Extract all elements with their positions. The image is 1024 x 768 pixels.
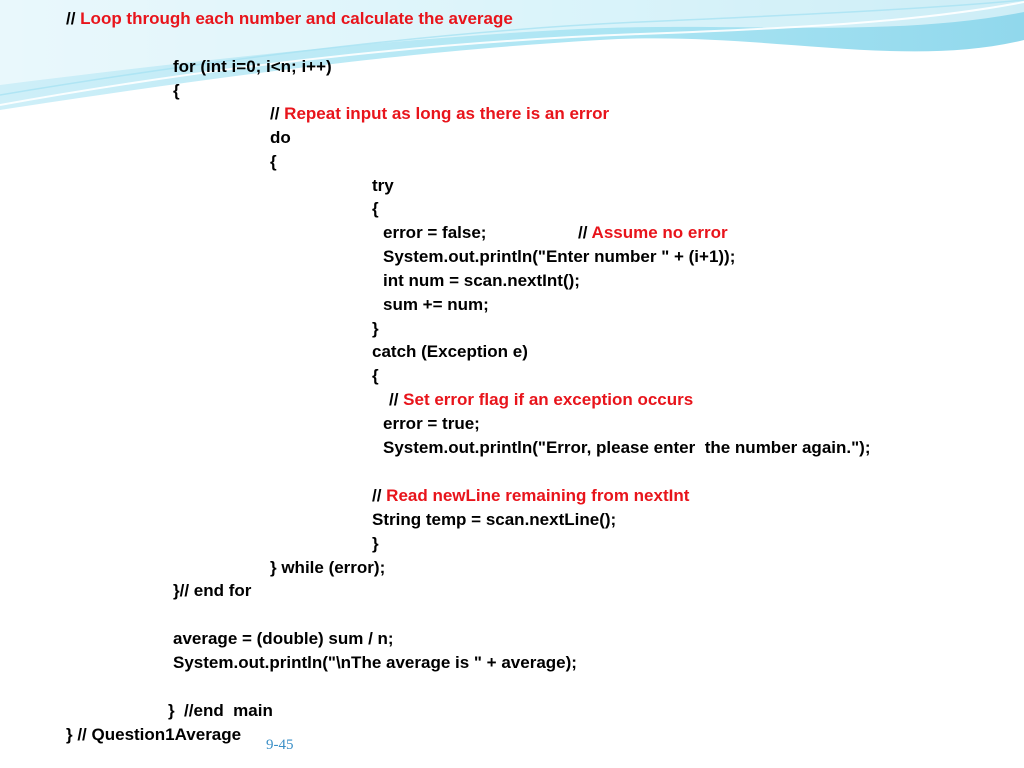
- code-comment: Read newLine remaining from nextInt: [386, 486, 690, 505]
- code-comment: Assume no error: [591, 223, 728, 242]
- slide-number: 9-45: [266, 737, 294, 753]
- code-line: }// end for: [173, 581, 252, 600]
- code-line: // Read newLine remaining from nextInt: [372, 486, 690, 505]
- code-line: } // Question1Average: [66, 725, 242, 744]
- code-line: [383, 223, 486, 243]
- code-line: // Repeat input as long as there is an error: [270, 104, 610, 123]
- code-line: {: [173, 81, 180, 100]
- code-comment: Set error flag if an exception occurs: [403, 390, 694, 409]
- code-line: error = true;: [383, 414, 480, 433]
- code-comment: Repeat input as long as there is an error: [284, 104, 610, 123]
- code-line: // Set error flag if an exception occurs: [389, 390, 694, 409]
- code-line: String temp = scan.nextLine();: [372, 510, 617, 529]
- code-line: {: [270, 152, 277, 171]
- code-line: sum += num;: [383, 295, 489, 314]
- code-comment: Loop through each number and calculate the average: [80, 9, 513, 28]
- code-line: }: [372, 319, 379, 338]
- code-line: int num = scan.nextInt();: [383, 271, 580, 290]
- code-line: } while (error);: [270, 558, 386, 577]
- code-line: {: [372, 199, 379, 218]
- code-line: for (int i=0; i<n; i++): [173, 57, 332, 76]
- code-line: catch (Exception e): [372, 342, 528, 361]
- code-line: System.out.println("Error, please enter the number again.");: [383, 438, 871, 457]
- code-text: error = false;: [383, 223, 487, 242]
- code-line: {: [372, 366, 379, 385]
- code-line: // Assume no error: [578, 223, 728, 242]
- code-line: System.out.println("\nThe average is " + average);: [173, 653, 577, 672]
- code-line: }: [372, 534, 379, 553]
- code-line: try: [372, 176, 394, 195]
- code-line: do: [270, 128, 291, 147]
- code-line: // Loop through each number and calculate the average: [66, 9, 513, 28]
- code-line: } //end main: [168, 701, 273, 720]
- code-line: System.out.println("Enter number " + (i+1));: [383, 247, 736, 266]
- code-line: average = (double) sum / n;: [173, 629, 394, 648]
